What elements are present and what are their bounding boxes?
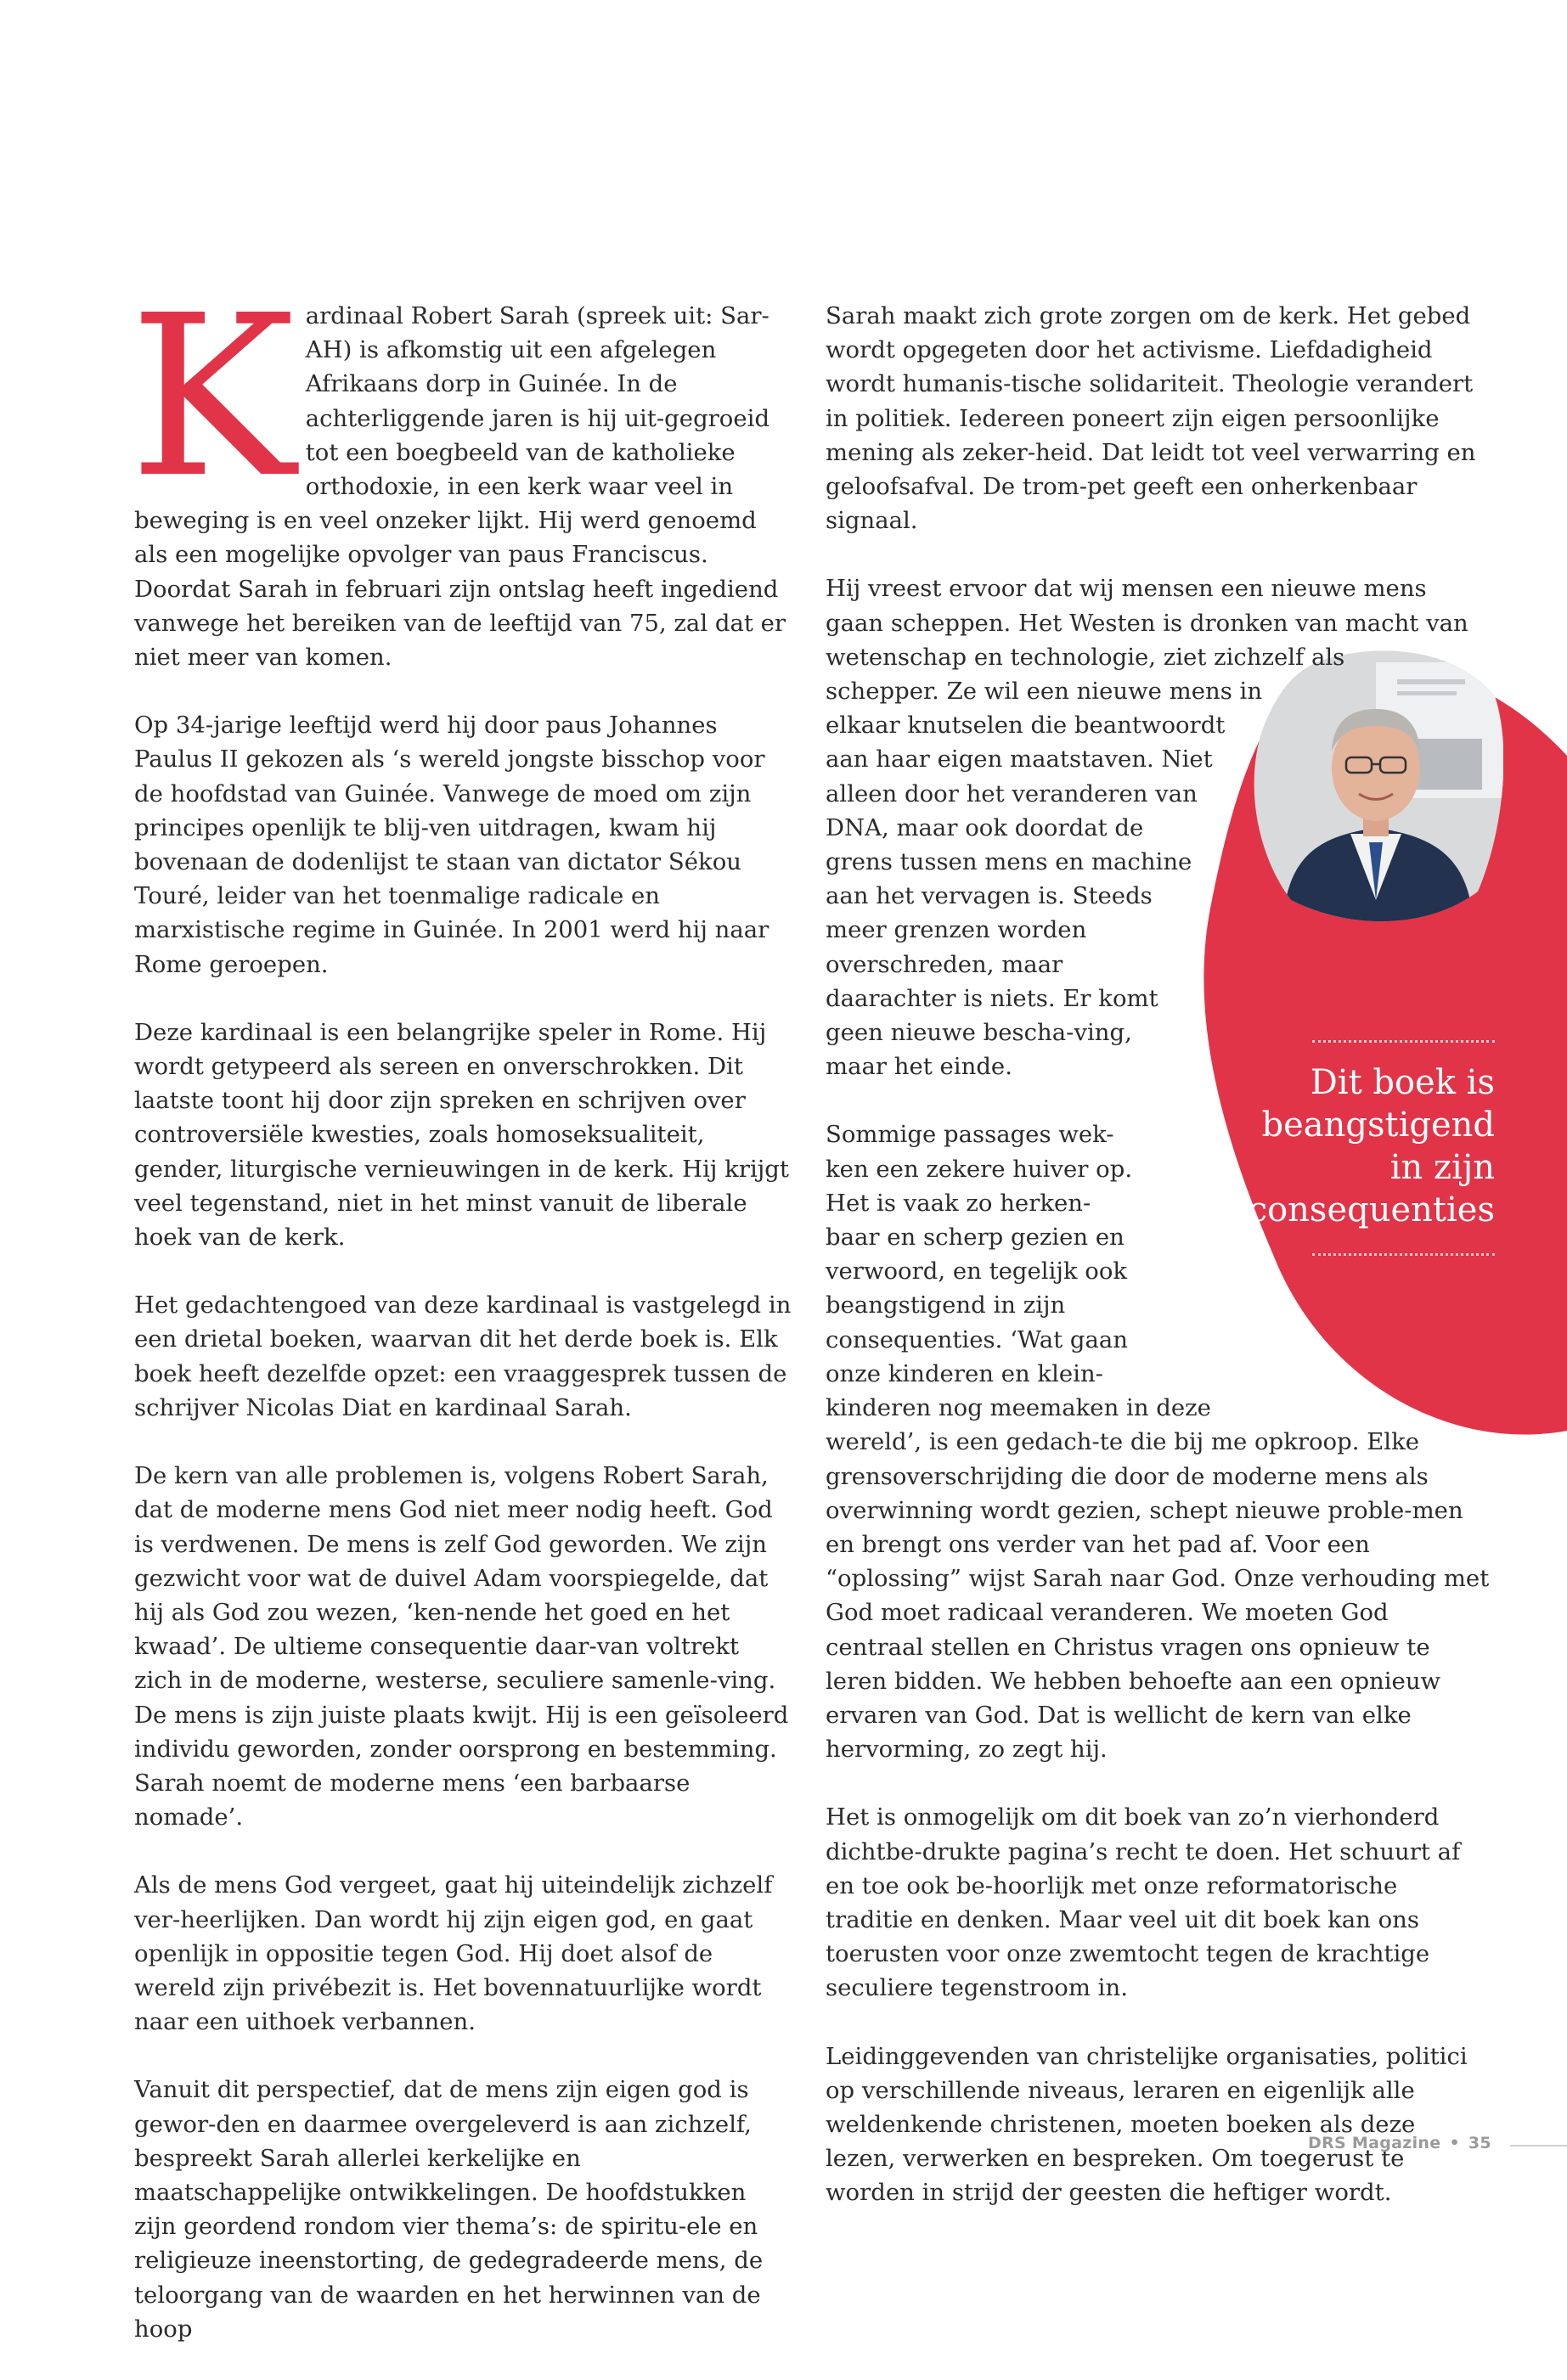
footer-separator: • bbox=[1449, 2134, 1460, 2152]
quote-divider-top bbox=[1312, 1040, 1495, 1043]
pull-quote-block bbox=[1223, 1040, 1495, 1256]
footer-rule bbox=[1510, 2145, 1567, 2147]
magazine-name: DRS Magazine bbox=[1308, 2134, 1441, 2152]
page-footer bbox=[1308, 2134, 1491, 2152]
article-right-column bbox=[826, 299, 1492, 2244]
article-paragraph: Vanuit dit perspectief, dat de mens zijn eigen god is gewor-den en daarmee overgeleverd is aan zichzelf, bespreekt Sarah allerlei kerkelijke en maatschappelijke ontwikkelingen. De hoofdstukken zijn geordend rondom vier thema’s: de spiritu-ele en religieuze ineenstorting, de gedegradeerde mens, de teloorgang van de waarden en het herwinnen van de hoop bbox=[134, 2076, 764, 2343]
paragraph-text: ardinaal Robert Sarah (spreek uit: Sar-AH) is afkomstig uit een afgelegen Afrikaans dorp in Guinée. In de achterliggende jaren is hij uit-gegroeid tot een boegbeeld van de katholieke orthodoxie, in een kerk waar veel in beweging is en veel onzeker lijkt. Hij werd genoemd als een mogelijke opvolger van paus Franciscus. Doordat Sarah in februari zijn ontslag heeft ingediend vanwege het bereiken van de leeftijd van 75, zal dat er niet meer van komen. bbox=[134, 302, 786, 672]
article-left-column bbox=[129, 267, 792, 2380]
article-paragraph: Het is onmogelijk om dit boek van zo’n vierhonderd dichtbe-drukte pagina’s recht te doen. Het schuurt af en toe ook be-hoorlijk met onze reformatorische traditie en denken. Maar veel uit dit boek kan ons toerusten voor onze zwemtocht tegen de krachtige seculiere tegenstroom in. bbox=[826, 1803, 1461, 2002]
article-paragraph: Op 34-jarige leeftijd werd hij door paus Johannes Paulus II gekozen als ‘s wereld jongste bisschop voor de hoofdstad van Guinée. Vanwege de moed om zijn principes openlijk te blij-ven uitdragen, kwam hij bovenaan de dodenlijst te staan van dictator Sékou Touré, leider van het toenmalige radicale en marxistische regime in Guinée. In 2001 werd hij naar Rome geroepen. bbox=[134, 712, 769, 978]
quote-divider-bottom bbox=[1312, 1253, 1495, 1256]
drop-cap: K bbox=[129, 267, 296, 526]
article-paragraph: Als de mens God vergeet, gaat hij uiteindelijk zichzelf ver-heerlijken. Dan wordt hij zijn eigen god, en gaat openlijk in oppositie tegen God. Hij doet alsof de wereld zijn privébezit is. Het bovennatuurlijke wordt naar een uithoek verbannen. bbox=[134, 1871, 773, 2036]
article-paragraph: Sommige passages wek-ken een zekere huiver op. Het is vaak zo herken-baar en scherp gezien en verwoord, en tegelijk ook beangstigend in zijn consequenties. ‘Wat gaan onze kinderen en klein-kinderen nog meemaken in deze wereld’, is een gedach-te die bij me opkroop. Elke grensoverschrijding die door de moderne mens als overwinning wordt gezien, schept nieuwe proble-men en brengt ons verder van het pad af. Voor een “oplossing” wijst Sarah naar God. Onze verhouding met God moet radicaal veranderen. We moeten God centraal stellen en Christus vragen ons opnieuw te leren bidden. We hebben behoefte aan een opnieuw ervaren van God. Dat is wellicht de kern van elke hervorming, zo zegt hij. bbox=[826, 1121, 1490, 1764]
article-paragraph: Leidinggevenden van christelijke organisaties, politici op verschillende niveaus, leraren en eigenlijk alle weldenkende christenen, moeten boeken als deze lezen, verwerken en bespreken. Om toegerust te worden in strijd der geesten die heftiger wordt. bbox=[826, 2042, 1468, 2207]
article-paragraph: De kern van alle problemen is, volgens Robert Sarah, dat de moderne mens God niet meer nodig heeft. God is verdwenen. De mens is zelf God geworden. We zijn gezwicht voor wat de duivel Adam voorspiegelde, dat hij als God zou wezen, ‘ken-nende het goed en het kwaad’. De ultieme consequentie daar-van voltrekt zich in de moderne, westerse, seculiere samenle-ving. De mens is zijn juiste plaats kwijt. Hij is een geïsoleerd individu geworden, zonder oorsprong en bestemming. Sarah noemt de moderne mens ‘een barbaarse nomade’. bbox=[134, 1462, 789, 1831]
article-paragraph bbox=[129, 267, 792, 674]
article-paragraph: Hij vreest ervoor dat wij mensen een nieuwe mens gaan scheppen. Het Westen is dronken van macht van wetenschap en technologie, ziet zichzelf als schepper. Ze wil een nieuwe mens in elkaar knutselen die beantwoordt aan haar eigen maatstaven. Niet alleen door het veranderen van DNA, maar ook doordat de grens tussen mens en machine aan het vervagen is. Steeds meer grenzen worden overschreden, maar daarachter is niets. Er komt geen nieuwe bescha-ving, maar het einde. bbox=[826, 575, 1468, 1081]
article-paragraph: Deze kardinaal is een belangrijke speler in Rome. Hij wordt getypeerd als sereen en onverschrokken. Dit laatste toont hij door zijn spreken en schrijven over controversiële kwesties, zoals homoseksualiteit, gender, liturgische vernieuwingen in de kerk. Hij krijgt veel tegenstand, niet in het minst vanuit de liberale hoek van de kerk. bbox=[134, 1018, 789, 1252]
pull-quote: Dit boek is beangstigend in zijn consequenties bbox=[1248, 1063, 1495, 1229]
page-number: 35 bbox=[1468, 2134, 1491, 2152]
article-paragraph: Het gedachtengoed van deze kardinaal is vastgelegd in een drietal boeken, waarvan dit het derde boek is. Elk boek heeft dezelfde opzet: een vraaggesprek tussen de schrijver Nicolas Diat en kardinaal Sarah. bbox=[134, 1291, 792, 1421]
article-paragraph: Sarah maakt zich grote zorgen om de kerk. Het gebed wordt opgegeten door het activisme. Liefdadigheid wordt humanis-tische solidariteit. Theologie verandert in politiek. Iedereen poneert zijn eigen persoonlijke mening als zeker-heid. Dat leidt tot veel verwarring en geloofsafval. De trom-pet geeft een onherkenbaar signaal. bbox=[826, 302, 1476, 535]
